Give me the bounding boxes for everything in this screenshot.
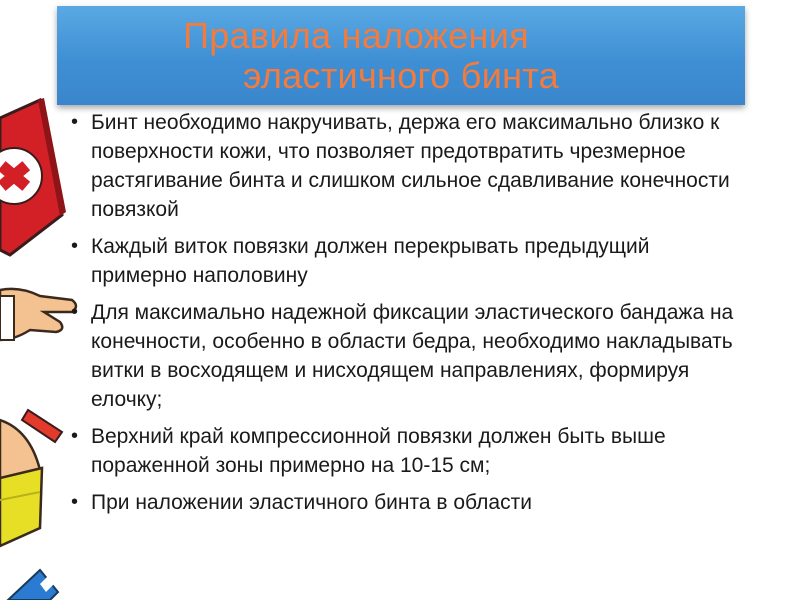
list-item: [70, 422, 750, 480]
page-title-line-1: Правила наложения: [183, 14, 529, 56]
list-item-text: Каждый виток повязки должен перекрывать предыдущий примерно наполовину: [91, 235, 650, 287]
list-item-text: Бинт необходимо накручивать, держа его максимально близко к поверхности кожи, что позволяет предотвратить чрезмерное растягивание бинта и слишком сильное сдавливание конечности повязкой: [91, 111, 730, 221]
list-item: [70, 298, 750, 414]
list-item: [70, 108, 750, 224]
bullet-icon: •: [71, 301, 79, 323]
content-area: [70, 108, 750, 525]
blue-cross-icon: [8, 570, 58, 600]
list-item: [70, 232, 750, 290]
list-item-text: При наложении эластичного бинта в области: [91, 491, 532, 514]
bandaged-hand-icon: [0, 289, 79, 340]
bandaged-leg-icon: [0, 410, 62, 546]
bullet-icon: •: [71, 425, 79, 447]
bullet-list: [70, 108, 750, 517]
bullet-icon: •: [71, 491, 79, 513]
bullet-icon: •: [71, 235, 79, 257]
title-banner: [57, 6, 745, 105]
list-item: [70, 488, 750, 517]
bullet-icon: •: [71, 111, 79, 133]
first-aid-kit-icon: [0, 98, 66, 255]
list-item-text: Верхний край компрессионной повязки должен быть выше пораженной зоны примерно на 10-15 см;: [91, 425, 666, 477]
list-item-text: Для максимально надежной фиксации эластического бандажа на конечности, особенно в области бедра, необходимо накладывать витки в восходящем и нисходящем направлениях, формируя елочку;: [91, 301, 734, 411]
page-title-line-2: эластичного бинта: [242, 54, 560, 96]
